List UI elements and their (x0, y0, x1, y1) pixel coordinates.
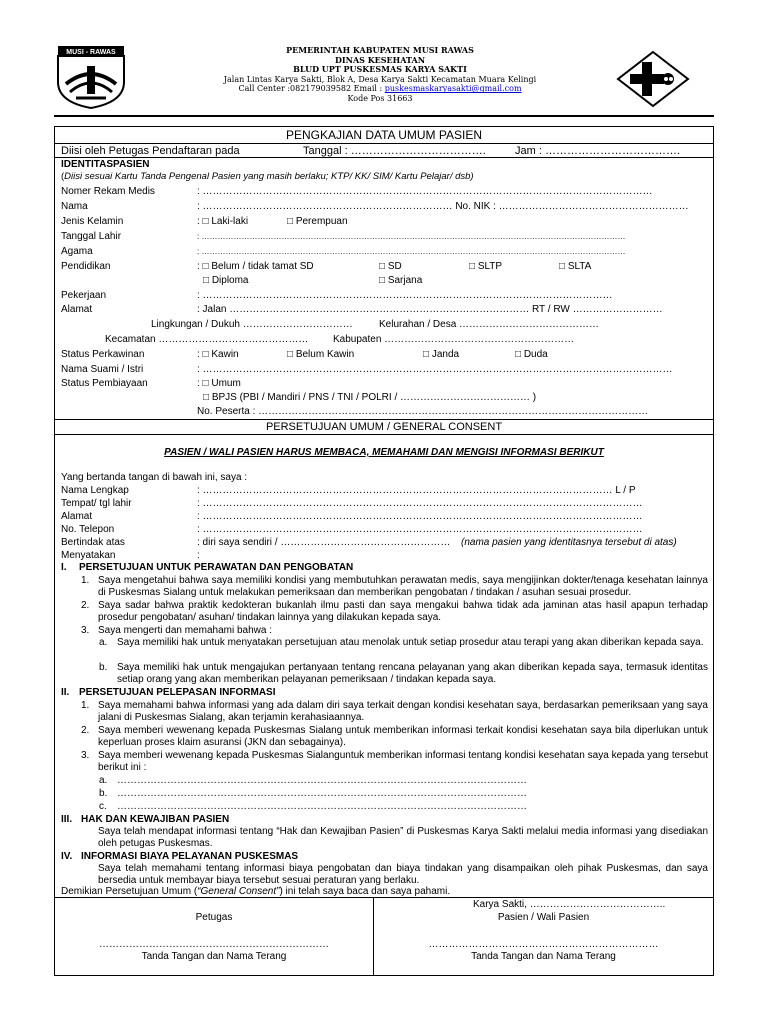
consent-item-2: Saya sadar bahwa praktik kedokteran bukanlah ilmu pasti dan saya mengakui bahwa tidak ada jaminan atas hasil apapun terhadap prosedur pengobatan/ asuhan/ tindakan lainnya yang dilakukan kepada saya. (98, 600, 708, 623)
janda-checkbox[interactable]: □ Janda (423, 349, 460, 360)
postal-code: Kode Pos 31663 (347, 93, 413, 103)
jam-field[interactable]: Jam : ………………………………. (515, 145, 681, 157)
tgl-lahir-field[interactable]: : …………………………………………………………………………………………………………………………………………… (197, 232, 626, 241)
identity-note-text: Diisi sesuai Kartu Tanda Pengenal Pasien yang masih berlaku; KTP/ KK/ SIM/ Kartu Pelajar/ dsb) (64, 171, 474, 182)
rm-label: Nomer Rekam Medis (61, 186, 155, 197)
section-title-general-consent: PERSETUJUAN UMUM / GENERAL CONSENT (55, 420, 713, 435)
pend-slta-checkbox[interactable]: □ SLTA (559, 261, 592, 272)
suami-istri-label: Nama Suami / Istri (61, 364, 144, 375)
letterhead-divider (54, 115, 714, 117)
release-recipient-b[interactable]: …………………………………………………………………………………………………………… (117, 788, 527, 799)
pembiayaan-label: Status Pembiayaan (61, 378, 148, 389)
identity-title: IDENTITASPASIEN (61, 159, 150, 170)
closing-part-1: Demikian Persetujuan Umum ( (61, 886, 198, 897)
contact-line (160, 84, 600, 94)
pend-sd-checkbox[interactable]: □ SD (379, 261, 402, 272)
petugas-signature-line[interactable]: …………………………………………………………… (99, 939, 329, 950)
telepon-label: No. Telepon (61, 524, 115, 535)
list-letter: b. (99, 788, 108, 799)
gov-name: PEMERINTAH KABUPATEN MUSI RAWAS (286, 45, 474, 55)
pendidikan-label: Pendidikan (61, 261, 111, 272)
closing-part-2: ) ini telah saya baca dan saya pahami. (279, 886, 451, 897)
nama-field[interactable]: : ………………………………………………………………… No. NIK : ………………………………………………… (197, 201, 689, 212)
suami-istri-field[interactable]: : …………………………………………………………………………………………………………………………… (197, 364, 673, 375)
section-i-title: PERSETUJUAN UNTUK PERAWATAN DAN PENGOBATAN (79, 562, 354, 573)
alamat-field[interactable]: : Jalan ……………………………………………………………………………… RT / RW ……………………… (197, 304, 663, 315)
belum-kawin-checkbox[interactable]: □ Belum Kawin (287, 349, 355, 360)
section-ii-title: PERSETUJUAN PELEPASAN INFORMASI (79, 687, 276, 698)
call-center: Call Center :082179039582 Email : (238, 84, 385, 94)
divider (55, 897, 713, 898)
list-number: 2. (81, 600, 90, 611)
jk-laki-checkbox[interactable]: : □ Laki-laki (197, 216, 249, 227)
pekerjaan-label: Pekerjaan (61, 290, 107, 301)
kabupaten-field[interactable]: Kabupaten ………………………………………………… (333, 334, 575, 345)
release-recipient-a[interactable]: …………………………………………………………………………………………………………… (117, 775, 527, 786)
duda-checkbox[interactable]: □ Duda (515, 349, 548, 360)
jk-perempuan-checkbox[interactable]: □ Perempuan (287, 216, 348, 227)
letterhead-text (160, 46, 600, 104)
nama-lengkap-label: Nama Lengkap (61, 485, 129, 496)
section-iv-title: INFORMASI BIAYA PELAYANAN PUSKESMAS (81, 851, 299, 862)
list-letter: a. (99, 637, 108, 648)
release-recipient-c[interactable]: …………………………………………………………………………………………………………… (117, 801, 527, 812)
pasien-signature-caption: Tanda Tangan dan Nama Terang (471, 951, 616, 962)
logo-text: MUSI - RAWAS (66, 49, 116, 56)
pekerjaan-field[interactable]: : …………………………………………………………………………………………………………… (197, 290, 613, 301)
menyatakan-label: Menyatakan (61, 550, 116, 561)
signature-divider (373, 897, 374, 975)
address: Jalan Lintas Karya Sakti, Blok A, Desa Karya Sakti Kecamatan Muara Kelingi (223, 74, 537, 84)
no-peserta-field[interactable]: No. Peserta : ……………………………………………………………………………………………………… (197, 406, 649, 417)
section-iv-number: IV. (61, 851, 73, 862)
lingkungan-field[interactable]: Lingkungan / Dukuh …………………………… (151, 319, 353, 330)
kecamatan-field[interactable]: Kecamatan ……………………………………… (105, 334, 309, 345)
ttl-label: Tempat/ tgl lahir (61, 498, 132, 509)
consent-alamat-label: Alamat (61, 511, 93, 522)
umum-checkbox[interactable]: : □ Umum (197, 378, 241, 389)
patient-form (54, 126, 714, 976)
nama-lengkap-field[interactable]: : …………………………………………………………………………………………………………… L / P (197, 485, 636, 496)
tanggal-field[interactable]: Tanggal : ………………………………. (303, 145, 486, 157)
identity-note (61, 171, 474, 183)
petugas-signature-caption: Tanda Tangan dan Nama Terang (141, 951, 287, 962)
consent-item-1: Saya mengetahui bahwa saya memiliki kondisi yang membutuhkan perawatan medis, saya mengijinkan dokter/tenaga kesehatan lainnya di Puskesmas Sialang untuk melakukan pemeriksaan dan memberikan pengobatan / tindakan / asuhan sesuai prosedur. (98, 575, 708, 598)
consent-alamat-field[interactable]: : …………………………………………………………………………………………………………………… (197, 511, 643, 522)
consent-item-3b: Saya memiliki hak untuk mengajukan pertanyaan tentang rencana pelayanan yang akan diberikan kepada saya, termasuk identitas setiap orang yang akan memberikan pelayanan pemeriksaan / tindakan kepada saya. (117, 662, 708, 685)
consent-item-3a: Saya memiliki hak untuk menyatakan persetujuan atau menolak untuk setiap prosedur atau terapi yang akan diberikan kepada saya. (117, 637, 704, 648)
list-number: 2. (81, 725, 90, 736)
agama-label: Agama (61, 246, 93, 257)
pend-sarjana-checkbox[interactable]: □ Sarjana (379, 275, 423, 286)
section-i-number: I. (61, 562, 67, 573)
release-item-2: Saya memberi wewenang kepada Puskesmas Sialang untuk memberikan informasi terkait kondisi kesehatan saya bila diperlukan untuk keperluan proses klaim asuransi (JKN dan sebagainya). (98, 725, 708, 748)
closing-general-consent: “General Consent” (197, 886, 280, 897)
nama-label: Nama (61, 201, 88, 212)
telepon-field[interactable]: : …………………………………………………………………………………………………………………… (197, 524, 643, 535)
ttl-field[interactable]: : …………………………………………………………………………………………………………………… (197, 498, 643, 509)
list-letter: b. (99, 662, 108, 673)
clinic-name: BLUD UPT PUSKESMAS KARYA SAKTI (293, 64, 467, 75)
tgl-lahir-label: Tanggal Lahir (61, 231, 122, 242)
jk-label: Jenis Kelamin (61, 216, 124, 227)
section-ii-number: II. (61, 687, 70, 698)
pasien-label: Pasien / Wali Pasien (497, 912, 590, 923)
list-number: 3. (81, 625, 90, 636)
dept-name: DINAS KESEHATAN (334, 54, 426, 65)
consent-intro: Yang bertanda tangan di bawah ini, saya : (61, 472, 248, 483)
bpjs-checkbox[interactable]: □ BPJS (PBI / Mandiri / PNS / TNI / POLRI / ………………………………… ) (203, 392, 537, 403)
rights-text: Saya telah mendapat informasi tentang “Hak dan Kewajiban Pasien” di Puskesmas Karya Sakti melalui media informasi yang disediakan oleh petugas Puskesmas. (98, 826, 708, 849)
health-cross-logo-icon (616, 50, 690, 108)
release-item-3: Saya memberi wewenang kepada Puskesmas Sialanguntuk memberikan informasi tentang kondisi kesehatan saya kepada yang tersebut berikut ini : (98, 750, 708, 773)
bertindak-label: Bertindak atas (61, 537, 125, 548)
pend-sltp-checkbox[interactable]: □ SLTP (469, 261, 503, 272)
consent-item-3: Saya mengerti dan memahami bahwa : (98, 625, 272, 636)
list-number: 3. (81, 750, 90, 761)
email-link[interactable]: puskesmaskaryasakti@gmail.com (384, 84, 522, 94)
release-item-1: Saya memahami bahwa informasi yang ada dalam diri saya terkait dengan kondisi kesehatan saya, berdasarkan pemeriksaan yang saya jalani di Puskesmas Sialang, akan terjamin kerahasiaannya. (98, 700, 708, 723)
cost-text: Saya telah memahami tentang informasi biaya pengobatan dan biaya tindakan yang disampaikan oleh pihak Puskesmas, dan saya bersedia untuk membayar biaya tersebut sesuai peraturan yang berlaku. (98, 863, 708, 886)
perkawinan-label: Status Perkawinan (61, 349, 145, 360)
rm-field[interactable]: : ……………………………………………………………………………………………………………………… (197, 186, 653, 197)
list-letter: c. (99, 801, 107, 812)
petugas-label: Petugas (195, 912, 233, 923)
divider (55, 157, 713, 158)
list-letter: a. (99, 775, 108, 786)
section-iii-number: III. (61, 814, 73, 825)
bertindak-note: (nama pasien yang identitasnya tersebut di atas) (461, 537, 677, 548)
letterhead (0, 0, 768, 118)
pasien-signature-line[interactable]: …………………………………………………………… (428, 939, 659, 950)
section-title-data-umum: PENGKAJIAN DATA UMUM PASIEN (55, 127, 713, 144)
bertindak-field[interactable]: : diri saya sendiri / …………………………………………… (197, 537, 451, 548)
identity-note-paren: ( (61, 171, 65, 182)
alamat-label: Alamat (61, 304, 93, 315)
musi-rawas-logo-icon (54, 44, 128, 110)
menyatakan-colon: : (197, 550, 200, 561)
kelurahan-field[interactable]: Kelurahan / Desa …………………………………… (379, 319, 600, 330)
list-number: 1. (81, 700, 90, 711)
pend-belum-checkbox[interactable]: : □ Belum / tidak tamat SD (197, 261, 314, 272)
consent-instruction: PASIEN / WALI PASIEN HARUS MEMBACA, MEMAHAMI DAN MENGISI INFORMASI BERIKUT (164, 447, 604, 458)
signature-place-date[interactable]: Karya Sakti, ………………………………….. (473, 899, 666, 910)
section-iii-title: HAK DAN KEWAJIBAN PASIEN (81, 814, 230, 825)
registration-label: Diisi oleh Petugas Pendaftaran pada (61, 145, 240, 157)
kawin-checkbox[interactable]: : □ Kawin (197, 349, 239, 360)
agama-field[interactable]: : …………………………………………………………………………………………………………………………………………… (197, 247, 626, 256)
list-number: 1. (81, 575, 90, 586)
pend-diploma-checkbox[interactable]: □ Diploma (203, 275, 249, 286)
